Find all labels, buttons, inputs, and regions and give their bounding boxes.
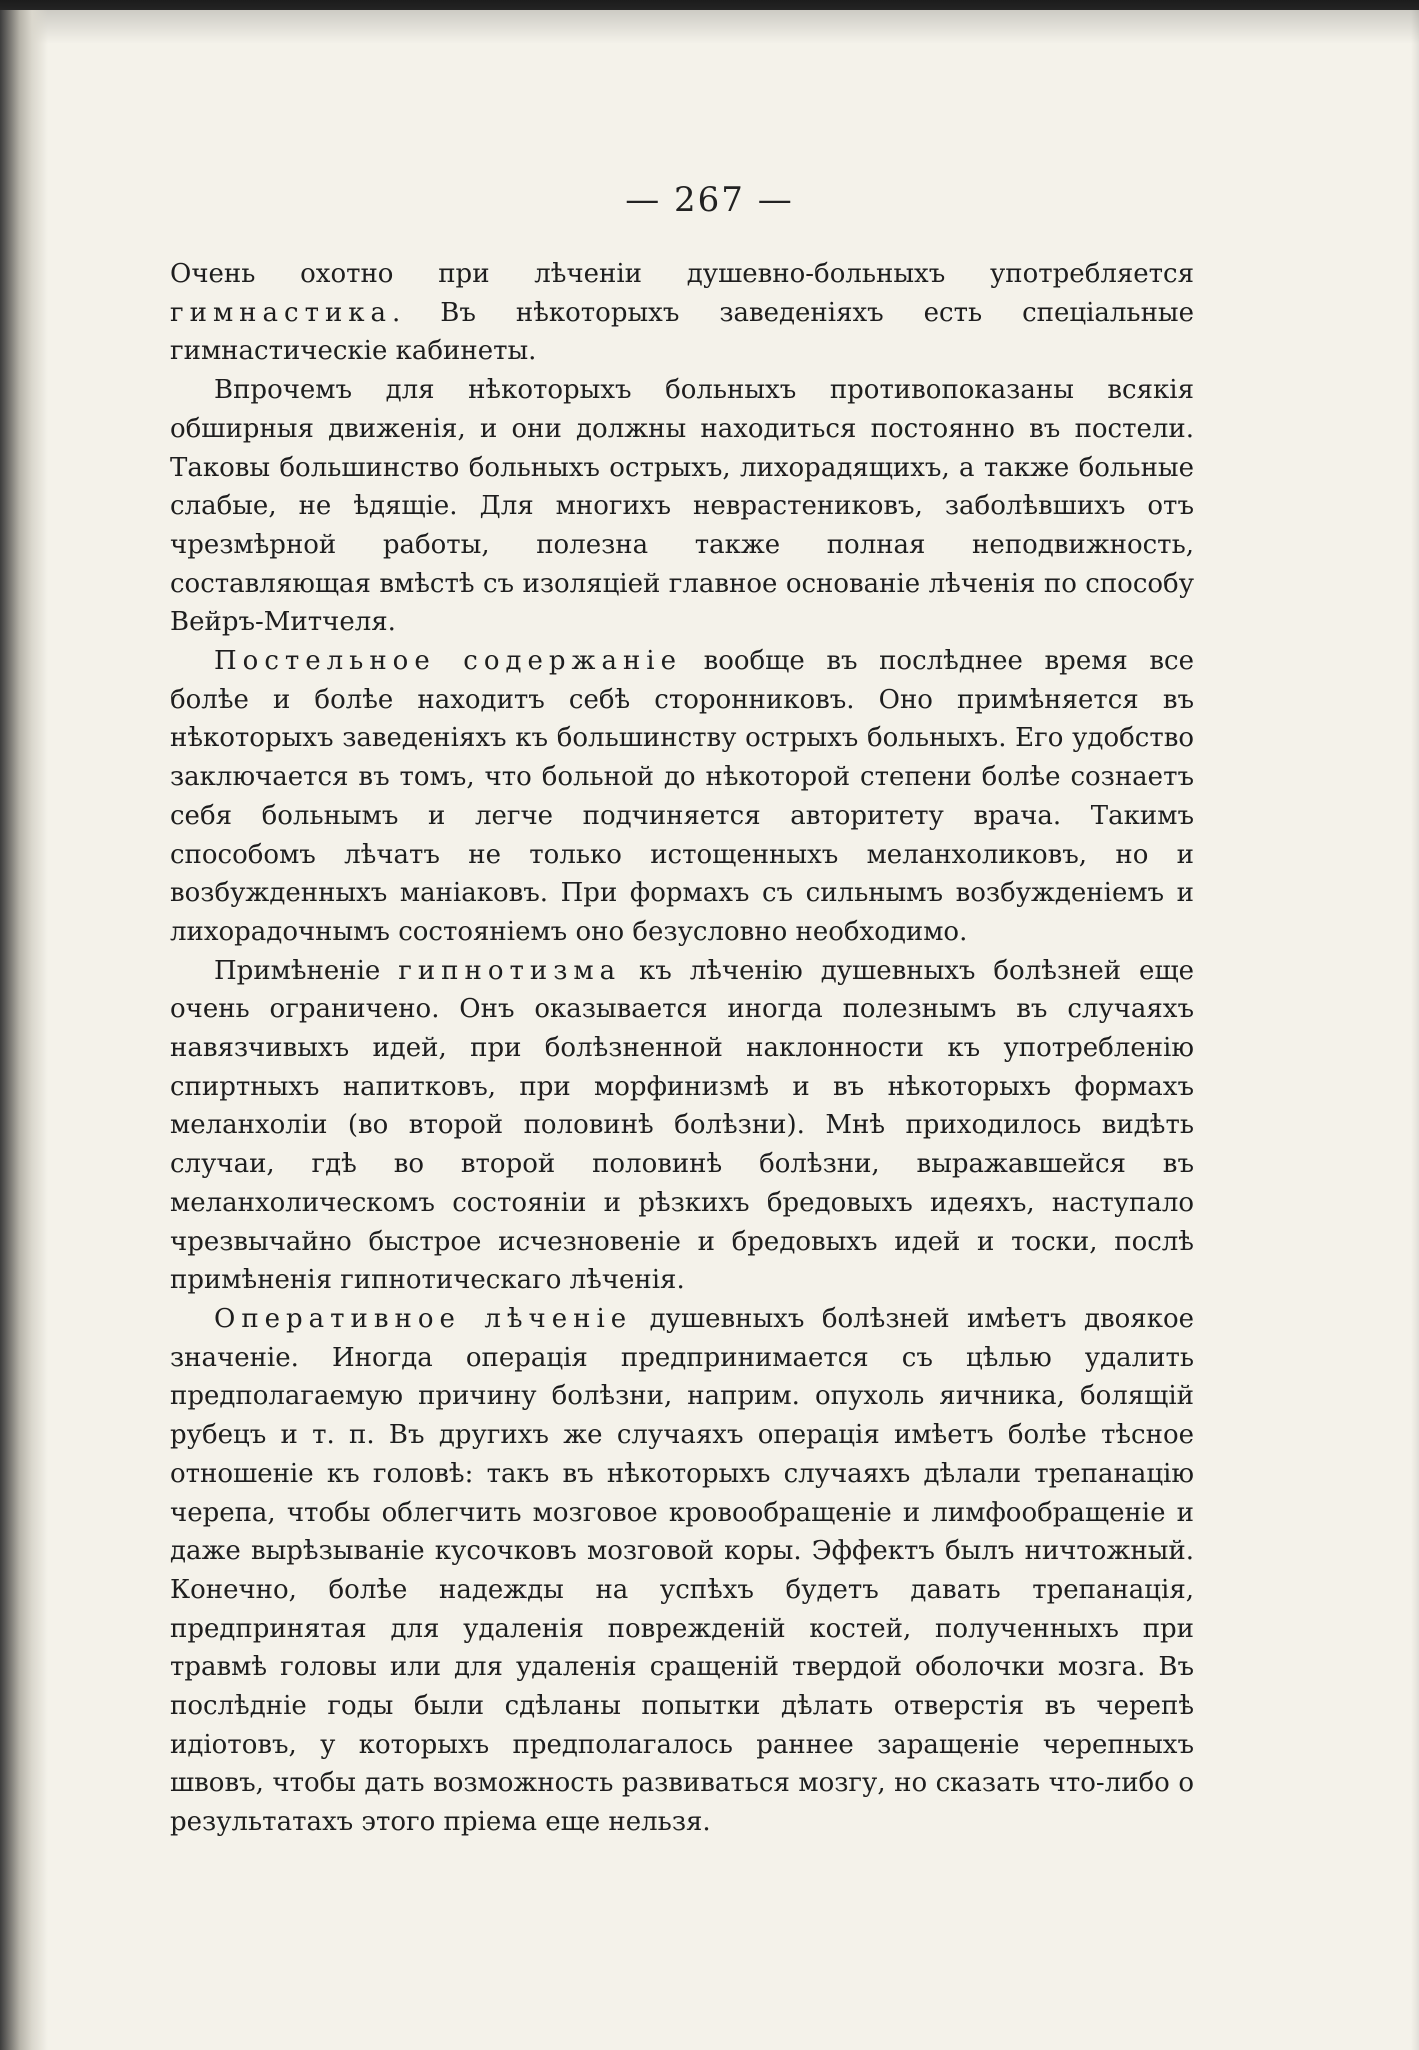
book-gutter [0,10,48,2050]
emphasized-term-gymnastics: гимнастика [170,297,393,328]
paragraph-hypnotism [170,952,1194,1300]
paragraph-text: Очень охотно при лѣченіи душевно-больныхъ употребляется [170,259,1194,289]
paragraph-text: душевныхъ болѣзней имѣетъ двоякое значеніе. Иногда операція предпринимается съ цѣлью удалить предполагаемую причину болѣзни, наприм. опухоль яичника, болящій рубецъ и т. п. Въ другихъ же случаяхъ операція имѣетъ болѣе тѣсное отношеніе къ головѣ: такъ въ нѣкоторыхъ случаяхъ дѣлали трепанацію черепа, чтобы облегчить мозговое кровообращеніе и лимфообращеніе и даже вырѣзываніе кусочковъ мозговой коры. Эффектъ былъ ничтожный. Конечно, болѣе надежды на успѣхъ будетъ давать трепанація, предпринятая для удаленія поврежденій костей, полученныхъ при травмѣ головы или для удаленія сращеній твердой оболочки мозга. Въ послѣдніе годы были сдѣланы попытки дѣлать отверстія въ черепѣ идіотовъ, у которыхъ предполагалось раннее заращеніе черепныхъ швовъ, чтобы дать возможность развиваться мозгу, но сказать что-либо о результатахъ этого пріема еще нельзя. [170,1303,1194,1838]
paragraph-text: къ лѣченію душевныхъ болѣзней еще очень ограничено. Онъ оказывается иногда полезнымъ въ случаяхъ навязчивыхъ идей, при болѣзненной наклонности къ употребленію спиртныхъ напитковъ, при морфинизмѣ и въ нѣкоторыхъ формахъ меланхоліи (во второй половинѣ болѣзни). Мнѣ приходилось видѣть случаи, гдѣ во второй половинѣ болѣзни, выражавшейся въ меланхолическомъ состояніи и рѣзкихъ бредовыхъ идеяхъ, наступало чрезвычайно быстрое исчезновеніе и бредовыхъ идей и тоски, послѣ примѣненія гипнотическаго лѣченія. [170,955,1195,1296]
paragraph-contraindications [170,371,1194,642]
book-page [0,10,1419,2050]
paragraph-text: вообще въ послѣднее время все болѣе и болѣе находитъ себѣ сторонниковъ. Оно примѣняется въ нѣкоторыхъ заведеніяхъ къ большинству острыхъ больныхъ. Его удобство заключается въ томъ, что больной до нѣкоторой степени болѣе сознаетъ себя больнымъ и легче подчиняется авторитету врача. Такимъ способомъ лѣчатъ не только истощенныхъ меланхоликовъ, но и возбужденныхъ маніаковъ. При формахъ съ сильнымъ возбужденіемъ и лихорадочнымъ состояніемъ оно безусловно необходимо. [170,646,1195,947]
body-text [170,255,1194,1842]
paragraph-text: . Въ нѣкоторыхъ заведеніяхъ есть спеціальные гимнастическіе кабинеты. [170,297,1194,367]
paragraph-bed-rest [170,642,1194,952]
emphasized-term-hypnotism: гипнотизма [398,955,622,986]
emphasized-term-bed-rest: Постельное содержаніе [214,646,682,677]
page-top-shadow [0,10,1419,44]
paragraph-text: Впрочемъ для нѣкоторыхъ больныхъ противопоказаны всякія обширныя движенія, и они должны находиться постоянно въ постели. Таковы большинство больныхъ острыхъ, лихорадящихъ, а также больные слабые, не ѣдящіе. Для многихъ неврастениковъ, заболѣвшихъ отъ чрезмѣрной работы, полезна также полная неподвижность, составляющая вмѣстѣ съ изоляціей главное основаніе лѣченія по способу Вейръ-Митчеля. [170,375,1194,638]
paragraph-text: Примѣненіе [214,955,399,986]
paragraph-surgery [170,1300,1194,1842]
emphasized-term-surgery: Оперативное лѣченіе [214,1303,633,1334]
page-right-edge [1411,10,1419,2050]
paragraph-gymnastics [170,255,1194,371]
page-number: — 267 — [625,180,794,220]
